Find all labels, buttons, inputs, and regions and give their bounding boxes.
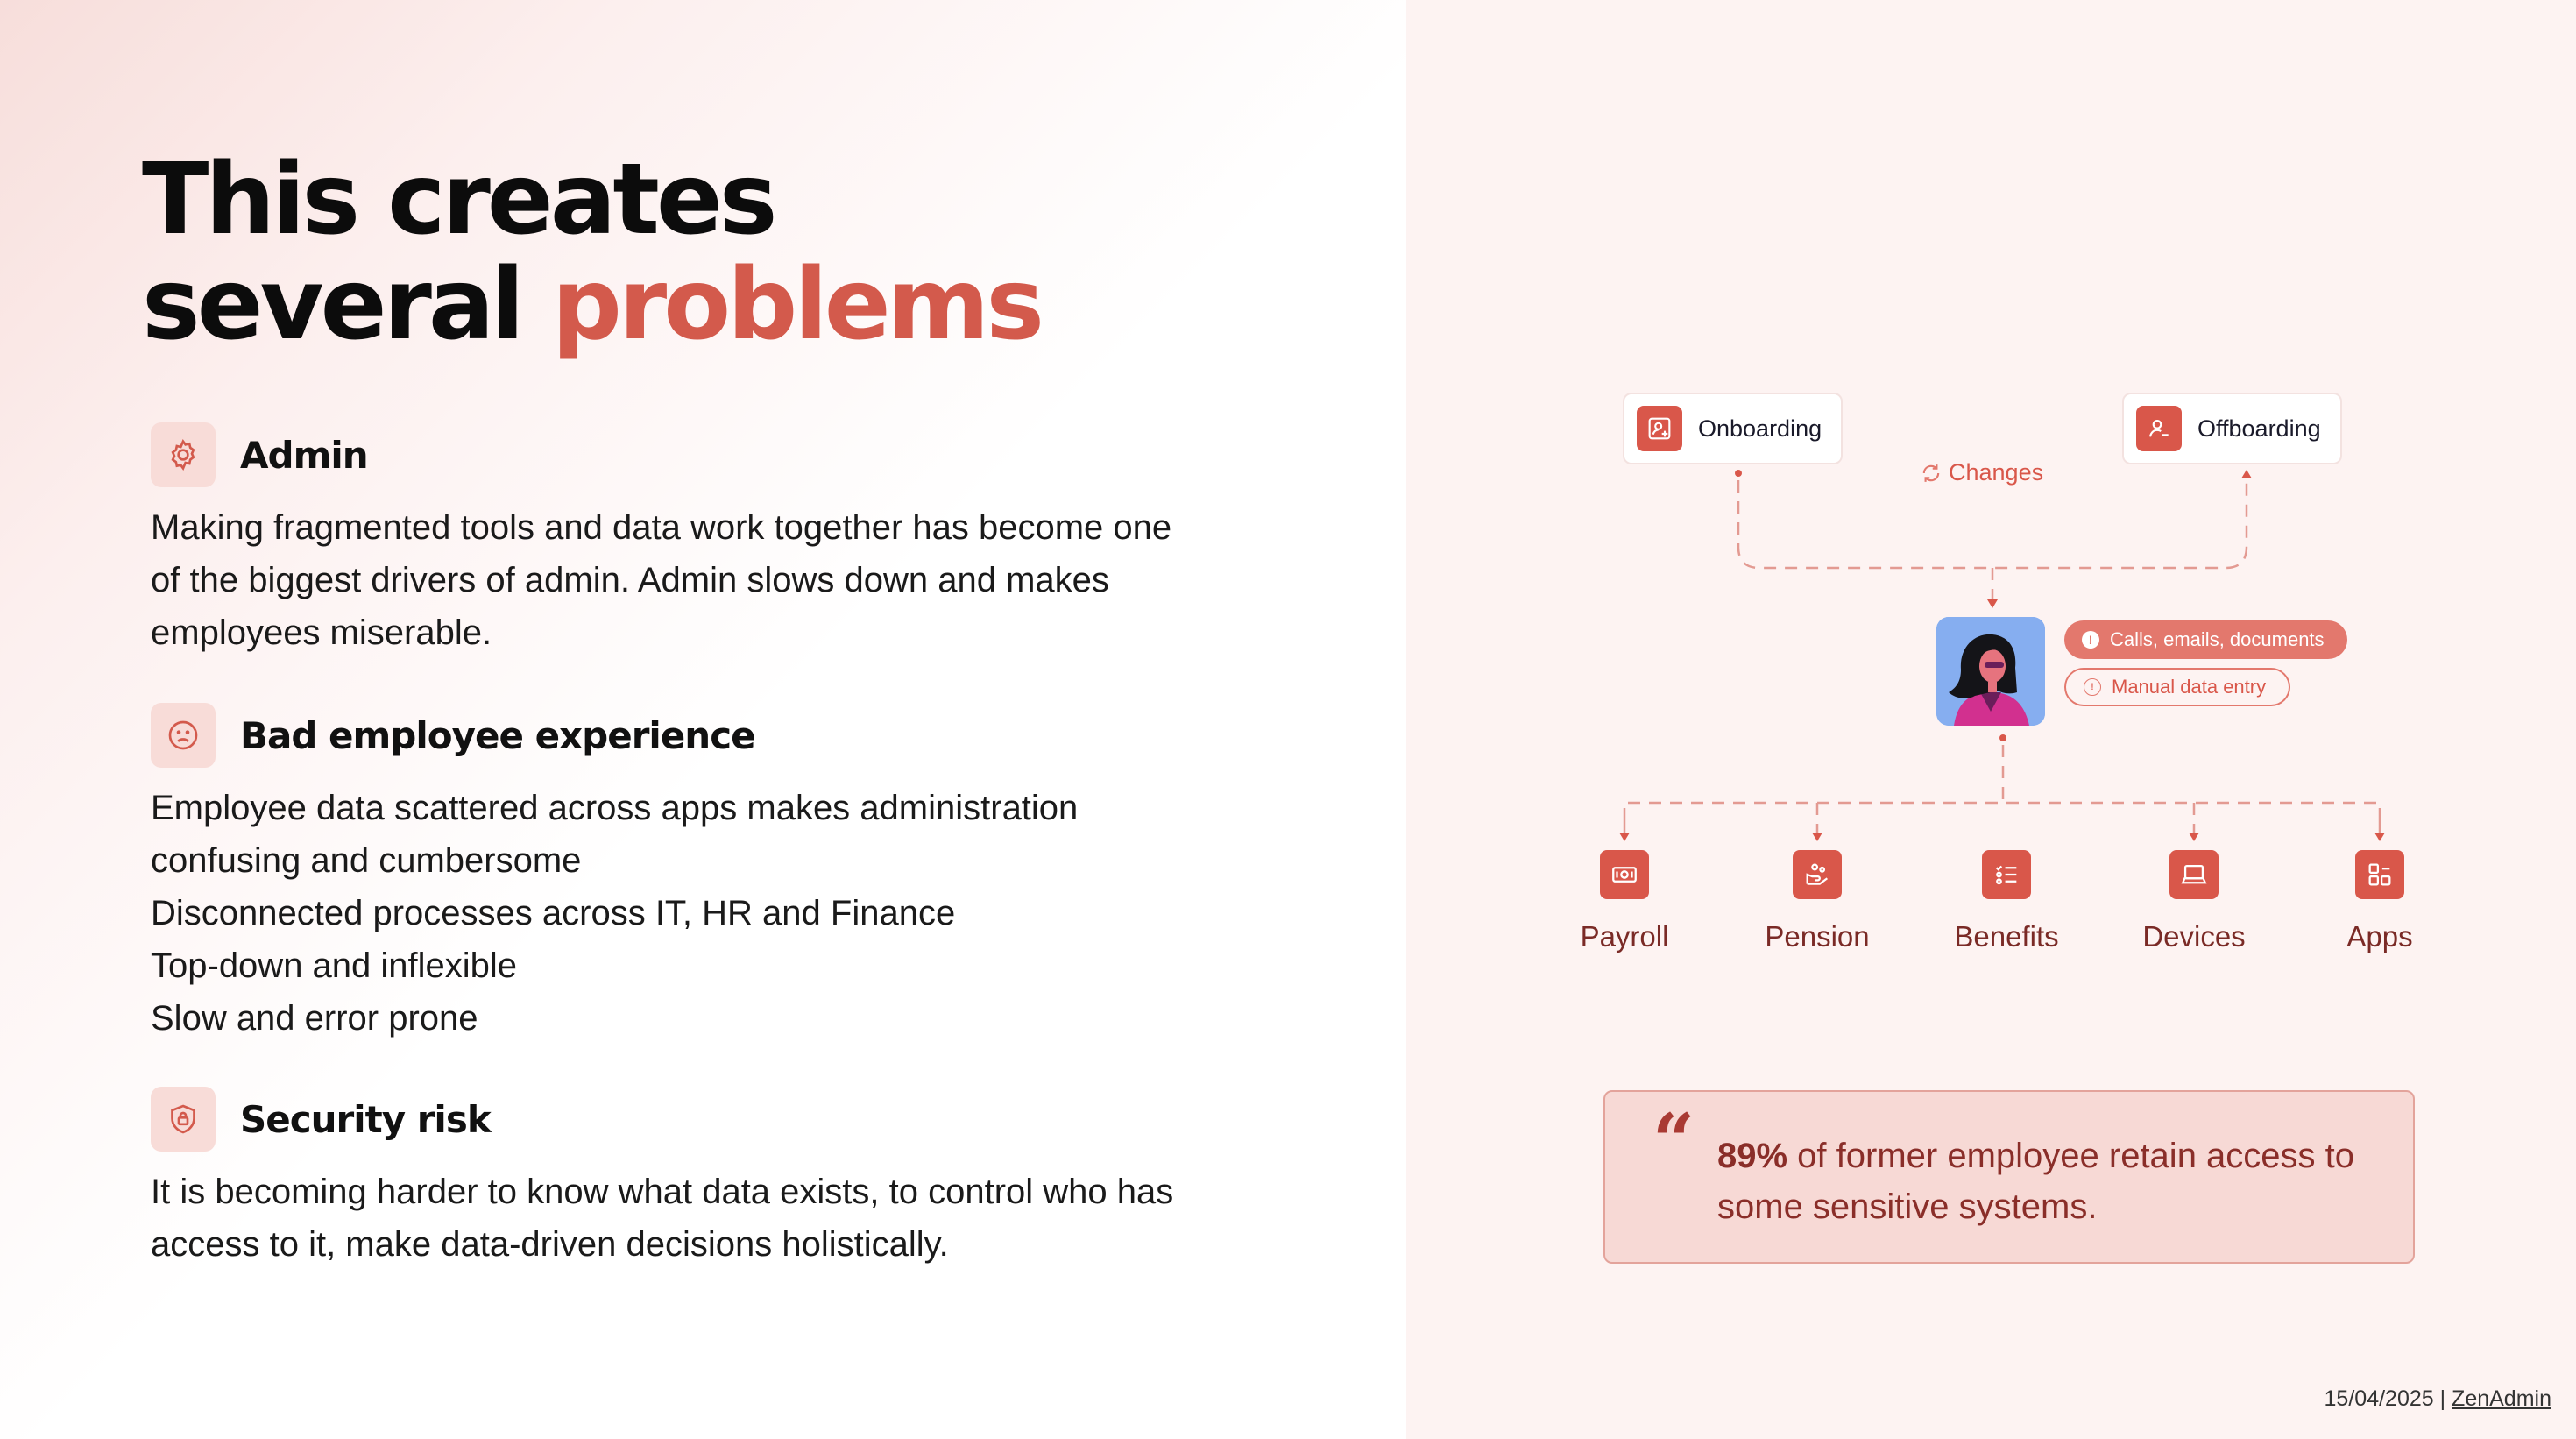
checklist-icon [1982,850,2031,899]
section-employee-experience-header [151,703,1255,768]
body-line: Top-down and inflexible [151,946,518,985]
page-title [142,143,1042,362]
footer [2325,1386,2551,1412]
title-line-2-accent: problems [551,248,1042,362]
body-line: access to it, make data-driven decisions holistically. [151,1225,949,1264]
title-line-1: This creates [142,143,775,257]
onboarding-chip [1623,393,1843,464]
manual-data-entry-pill [2064,668,2290,706]
shield-lock-icon [151,1087,216,1152]
changes-label [1919,459,2043,486]
node-devices-label: Devices [2142,920,2246,953]
body-line: Slow and error prone [151,999,478,1038]
laptop-icon [2169,850,2219,899]
node-pension [1738,850,1896,953]
onboarding-label: Onboarding [1698,415,1822,442]
section-security-risk-title: Security risk [240,1097,491,1141]
body-line: Employee data scattered across apps makes administration [151,789,1079,827]
node-apps-label: Apps [2346,920,2413,953]
offboarding-label: Offboarding [2197,415,2321,442]
refresh-icon [1919,461,1943,486]
employee-avatar [1936,617,2045,726]
user-remove-icon [2136,406,2182,451]
footer-date: 15/04/2025 [2324,1386,2434,1411]
changes-text: Changes [1949,459,2044,486]
quote-mark-icon: “ [1652,1097,1695,1184]
body-line: confusing and cumbersome [151,841,582,880]
quote-body: of former employee retain access to some sensitive systems. [1717,1137,2355,1226]
node-payroll-label: Payroll [1580,920,1669,953]
sad-face-icon [151,703,216,768]
section-employee-experience [151,703,1255,1045]
section-security-risk [151,1087,1255,1271]
stat-quote [1603,1090,2415,1264]
body-line: of the biggest drivers of admin. Admin slows down and makes [151,561,1109,599]
node-apps [2301,850,2459,953]
section-security-risk-body [151,1166,1255,1271]
body-line: It is becoming harder to know what data exists, to control who has [151,1173,1174,1211]
node-benefits-label: Benefits [1954,920,2059,953]
pension-icon [1793,850,1842,899]
footer-separator: | [2433,1386,2452,1411]
alert-icon: ! [2084,678,2101,696]
body-line: Disconnected processes across IT, HR and Finance [151,894,956,932]
section-admin [151,422,1255,659]
title-line-2-plain: several [142,248,521,362]
section-employee-experience-body [151,782,1255,1045]
quote-highlight: 89% [1717,1137,1788,1175]
body-line: Making fragmented tools and data work together has become one [151,508,1172,547]
alert-icon: ! [2082,631,2099,649]
body-line: employees miserable. [151,613,492,652]
footer-brand-link[interactable]: ZenAdmin [2452,1386,2551,1411]
apps-grid-icon [2355,850,2404,899]
node-pension-label: Pension [1765,920,1870,953]
section-admin-title: Admin [240,433,368,477]
user-add-icon [1637,406,1682,451]
section-admin-body [151,501,1255,659]
calls-emails-pill [2064,620,2347,659]
section-employee-experience-title: Bad employee experience [240,713,755,757]
pill-outline-label: Manual data entry [2112,676,2267,698]
node-payroll [1546,850,1703,953]
pill-filled-label: Calls, emails, documents [2110,628,2325,650]
section-security-risk-header [151,1087,1255,1152]
section-admin-header [151,422,1255,487]
node-devices [2115,850,2273,953]
money-icon [1600,850,1649,899]
quote-text [1717,1131,2383,1232]
node-benefits [1928,850,2085,953]
gear-icon [151,422,216,487]
offboarding-chip [2122,393,2342,464]
